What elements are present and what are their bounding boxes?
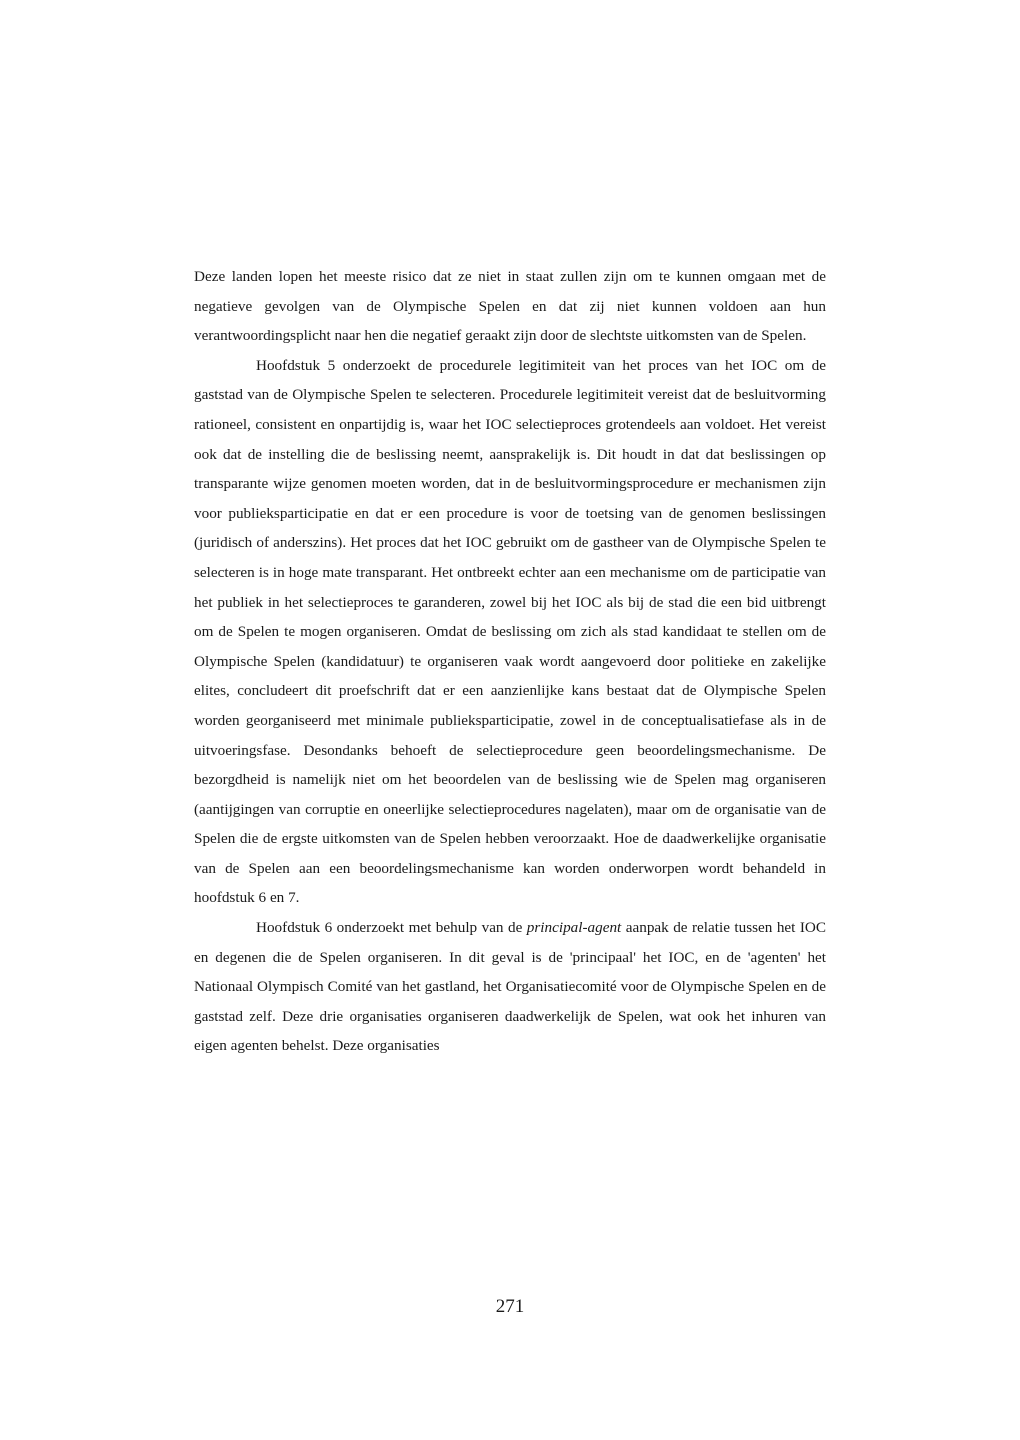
paragraph-1: Deze landen lopen het meeste risico dat ze niet in staat zullen zijn om te kunnen omgaan met de negatieve gevolgen van de Olympische Spelen en dat zij niet kunnen voldoen aan hun verantwoordingsplicht naar hen die negatief geraakt zijn door de slechtste uitkomsten van de Spelen. <box>194 268 826 345</box>
paragraph-3-text-end: aanpak de relatie tussen het IOC en degenen die de Spelen organiseren. In dit geval is de 'principaal' het IOC, en de 'agenten' het Nationaal Olympisch Comité van het gastland, het Organisatiecomité voor de Olympische Spelen en de gaststad zelf. Deze drie organisaties organiseren daadwerkelijk de Spelen, wat ook het inhuren van eigen agenten behelst. Deze organisaties <box>194 919 826 1055</box>
paragraph-3 <box>194 913 826 1061</box>
page-number: 271 <box>495 1296 525 1317</box>
paragraph-3-text-start: Hoofdstuk 6 onderzoekt met behulp van de <box>256 919 527 937</box>
paragraph-3-emphasis: principal-agent <box>526 919 622 937</box>
body-text <box>194 262 826 1061</box>
paragraph-2: Hoofdstuk 5 onderzoekt de procedurele legitimiteit van het proces van het IOC om de gaststad van de Olympische Spelen te selecteren. Procedurele legitimiteit vereist dat de besluitvorming rationeel, consistent en onpartijdig is, waar het IOC selectieproces grotendeels aan voldoet. Het vereist ook dat de instelling die de beslissing neemt, aansprakelijk is. Dit houdt in dat dat beslissingen op transparante wijze genomen moeten worden, dat in de besluitvormingsprocedure er mechanismen zijn voor publieksparticipatie en dat er een procedure is voor de toetsing van de genomen beslissingen (juridisch of anderszins). Het proces dat het IOC gebruikt om de gastheer van de Olympische Spelen te selecteren is in hoge mate transparant. Het ontbreekt echter aan een mechanisme om de participatie van het publiek in het selectieproces te garanderen, zowel bij het IOC als bij de stad die een bid uitbrengt om de Spelen te mogen organiseren. Omdat de beslissing om zich als stad kandidaat te stellen om de Olympische Spelen (kandidatuur) te organiseren vaak wordt aangevoerd door politieke en zakelijke elites, concludeert dit proefschrift dat er een aanzienlijke kans bestaat dat de Olympische Spelen worden georganiseerd met minimale publieksparticipatie, zowel in de conceptualisatiefase als in de uitvoeringsfase. Desondanks behoeft de selectieprocedure geen beoordelingsmechanisme. De bezorgdheid is namelijk niet om het beoordelen van de beslissing wie de Spelen mag organiseren (aantijgingen van corruptie en oneerlijke selectieprocedures nagelaten), maar om de organisatie van de Spelen die de ergste uitkomsten van de Spelen hebben veroorzaakt. Hoe de daadwerkelijke organisatie van de Spelen aan een beoordelingsmechanisme kan worden onderworpen wordt behandeld in hoofdstuk 6 en 7. <box>194 356 826 907</box>
